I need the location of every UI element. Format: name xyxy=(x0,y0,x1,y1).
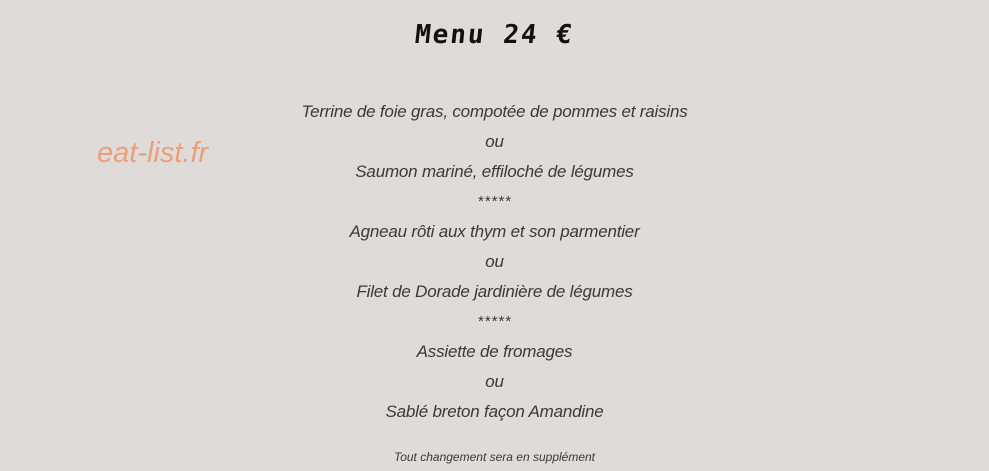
footnote: Tout changement sera en supplément xyxy=(393,450,596,464)
menu-line-or: ou xyxy=(485,252,504,271)
watermark: eat-list.fr xyxy=(97,137,209,169)
menu-line-dessert-1: Assiette de fromages xyxy=(416,342,573,361)
menu-list xyxy=(0,97,989,427)
menu-line-or: ou xyxy=(485,132,504,151)
menu-line-dessert-2: Sablé breton façon Amandine xyxy=(385,402,604,421)
menu-line-main-1: Agneau rôti aux thym et son parmentier xyxy=(349,222,640,241)
menu-line-main-2: Filet de Dorade jardinière de légumes xyxy=(356,282,633,301)
menu-separator: ***** xyxy=(477,193,512,210)
menu-line-starter-2: Saumon mariné, effiloché de légumes xyxy=(355,162,634,181)
menu-title: Menu 24 € xyxy=(413,20,576,50)
menu-line-starter-1: Terrine de foie gras, compotée de pommes et raisins xyxy=(301,102,688,121)
menu-line-or: ou xyxy=(485,372,504,391)
menu-separator: ***** xyxy=(477,313,512,330)
